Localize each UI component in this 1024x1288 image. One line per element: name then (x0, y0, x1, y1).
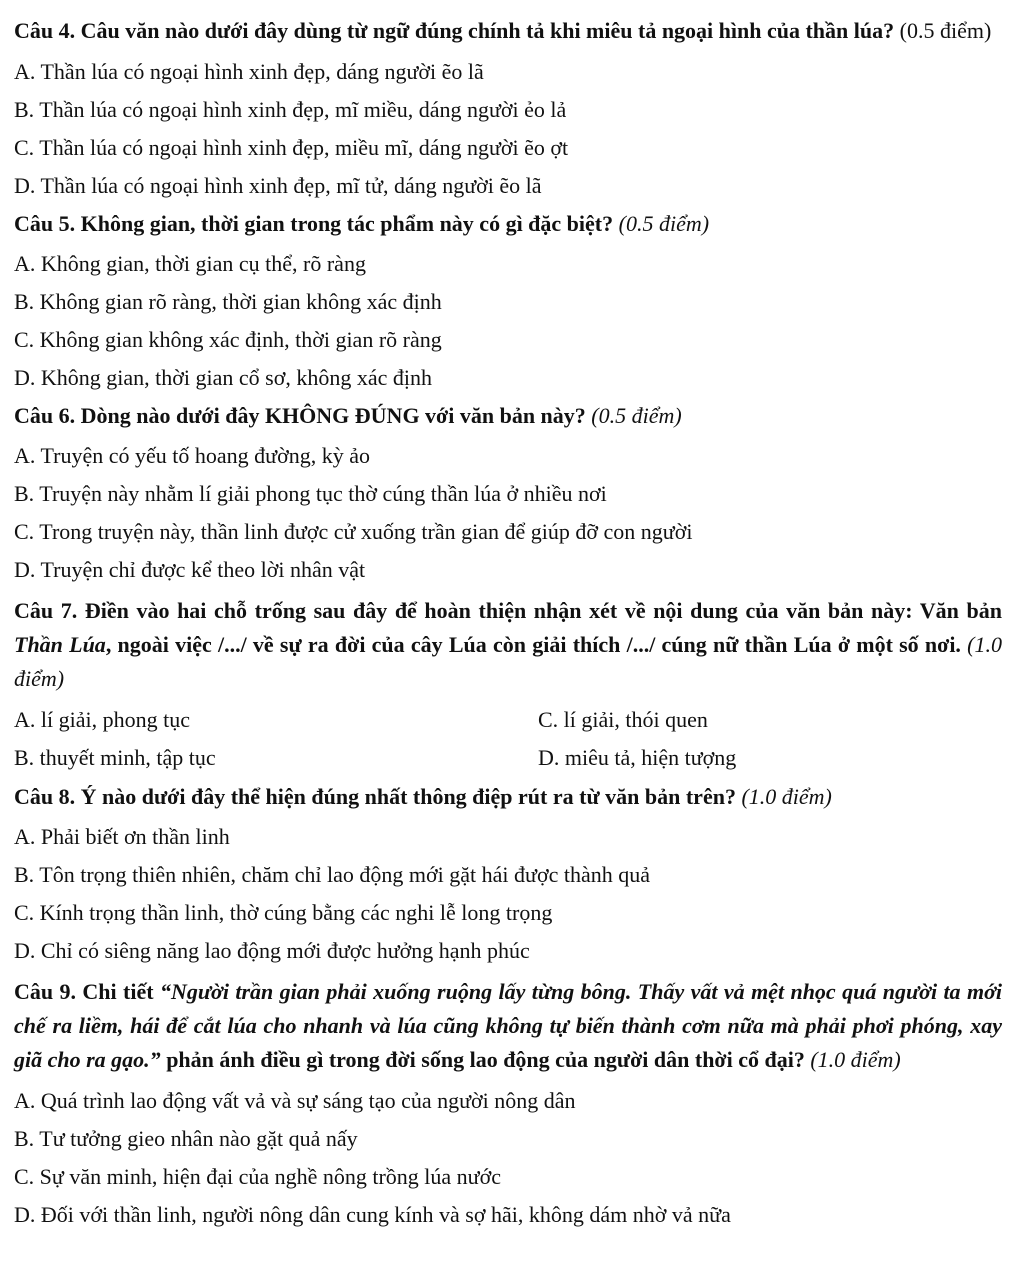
question-8-option-c: C. Kính trọng thần linh, thờ cúng bằng các nghi lễ long trọng (14, 900, 553, 926)
question-9-option-d: D. Đối với thần linh, người nông dân cung kính và sợ hãi, không dám nhờ vả nữa (14, 1202, 731, 1228)
question-5-points: (0.5 điểm) (618, 211, 710, 236)
question-4-option-d: D. Thần lúa có ngoại hình xinh đẹp, mĩ tử, dáng người ẽo lã (14, 173, 542, 198)
question-8-option-b: B. Tôn trọng thiên nhiên, chăm chỉ lao động mới gặt hái được thành quả (14, 862, 650, 888)
question-6-option-a: A. Truyện có yếu tố hoang đường, kỳ ảo (14, 443, 370, 469)
question-9-title-start: Câu 9. Chi tiết (14, 979, 160, 1005)
question-6-points: (0.5 điểm) (591, 403, 682, 429)
question-4-option-c: C. Thần lúa có ngoại hình xinh đẹp, miều mĩ, dáng người ẽo ợt (14, 135, 569, 160)
question-7-title-start: Câu 7. Điền vào hai chỗ trống sau đây để hoàn thiện nhận xét về nội dung của văn bản này: Văn bản (14, 598, 1002, 624)
question-4 (14, 14, 1002, 199)
question-7-title-work: Thần Lúa (14, 632, 106, 658)
question-4-points: (0.5 điểm) (899, 18, 992, 43)
question-9-option-a: A. Quá trình lao động vất vả và sự sáng tạo của người nông dân (14, 1088, 576, 1114)
question-5-option-b: B. Không gian rõ ràng, thời gian không xác định (14, 289, 442, 315)
question-9-title-end: phản ánh điều gì trong đời sống lao động của người dân thời cổ đại? (160, 1047, 805, 1073)
question-9-option-b: B. Tư tưởng gieo nhân nào gặt quả nấy (14, 1126, 358, 1152)
question-4-option-b: B. Thần lúa có ngoại hình xinh đẹp, mĩ miều, dáng người ẻo lả (14, 97, 567, 122)
question-6-title: Câu 6. Dòng nào dưới đây KHÔNG ĐÚNG với văn bản này? (14, 403, 586, 429)
question-7 (14, 594, 1002, 771)
question-7-option-d: D. miêu tả, hiện tượng (538, 745, 737, 771)
question-4-title: Câu 4. Câu văn nào dưới đây dùng từ ngữ đúng chính tả khi miêu tả ngoại hình của thần lúa? (14, 18, 895, 43)
question-9-quote: “Người trần gian phải xuống ruộng lấy từng bông. Thấy vất vả mệt nhọc quá người ta mới chế ra liềm, hái để cắt lúa cho nhanh và lúa cũng không tự biến thành cơm nữa mà phải phơi phóng, xay giã cho ra gạo.” (14, 979, 1002, 1073)
question-9-option-c: C. Sự văn minh, hiện đại của nghề nông trồng lúa nước (14, 1164, 502, 1190)
question-6-option-b: B. Truyện này nhằm lí giải phong tục thờ cúng thần lúa ở nhiều nơi (14, 481, 607, 507)
question-6 (14, 402, 1002, 583)
question-7-option-a: A. lí giải, phong tục (14, 707, 190, 733)
question-7-option-b: B. thuyết minh, tập tục (14, 745, 216, 771)
question-6-heading (14, 402, 1002, 430)
question-6-option-d: D. Truyện chỉ được kể theo lời nhân vật (14, 557, 366, 583)
question-5-option-d: D. Không gian, thời gian cổ sơ, không xác định (14, 365, 432, 391)
question-8-title: Câu 8. Ý nào dưới đây thể hiện đúng nhất thông điệp rút ra từ văn bản trên? (14, 784, 736, 810)
question-5-title: Câu 5. Không gian, thời gian trong tác phẩm này có gì đặc biệt? (14, 211, 614, 236)
question-7-heading (14, 594, 1002, 696)
question-4-heading (14, 14, 1002, 48)
question-7-options (14, 706, 1002, 771)
question-9-points: (1.0 điểm) (810, 1047, 901, 1073)
question-5-heading (14, 210, 1002, 238)
question-5-option-a: A. Không gian, thời gian cụ thể, rõ ràng (14, 251, 366, 277)
question-8 (14, 783, 1002, 964)
question-8-points: (1.0 điểm) (741, 784, 832, 810)
question-9-heading (14, 975, 1002, 1077)
question-5 (14, 210, 1002, 391)
question-4-option-a: A. Thần lúa có ngoại hình xinh đẹp, dáng người ẽo lã (14, 59, 484, 84)
question-9 (14, 975, 1002, 1228)
question-8-option-a: A. Phải biết ơn thần linh (14, 824, 230, 850)
question-7-option-c: C. lí giải, thói quen (538, 707, 708, 733)
question-8-option-d: D. Chỉ có siêng năng lao động mới được hưởng hạnh phúc (14, 938, 530, 964)
question-7-points: (1.0 điểm) (14, 632, 1002, 692)
question-5-option-c: C. Không gian không xác định, thời gian rõ ràng (14, 327, 442, 353)
question-8-heading (14, 783, 1002, 811)
question-7-title-end: , ngoài việc /.../ về sự ra đời của cây Lúa còn giải thích /.../ cúng nữ thần Lúa ở một số nơi. (105, 632, 961, 658)
question-6-option-c: C. Trong truyện này, thần linh được cử xuống trần gian để giúp đỡ con người (14, 519, 693, 545)
